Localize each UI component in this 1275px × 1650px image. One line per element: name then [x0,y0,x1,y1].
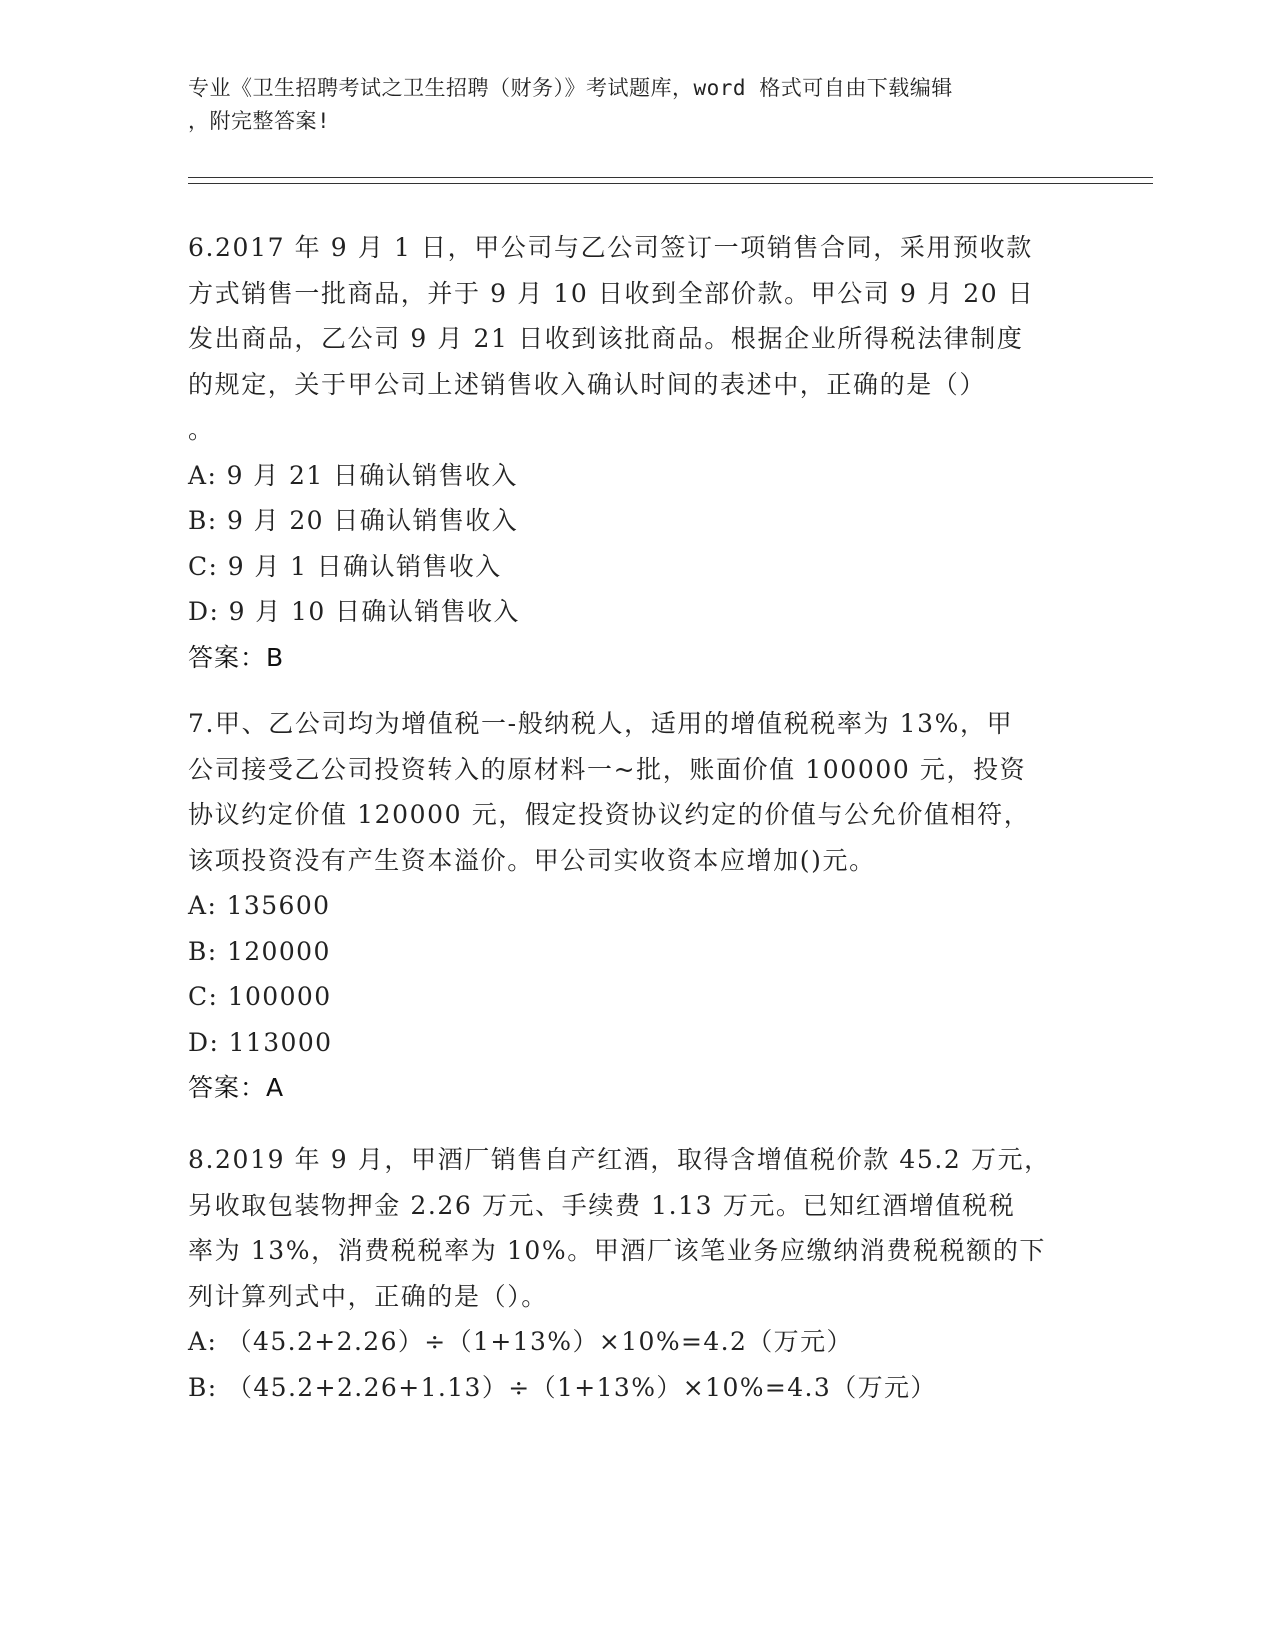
option-a: A: 135600 [188,891,331,920]
document-header [188,72,1068,138]
option-d: D: 9 月 10 日确认销售收入 [188,597,520,626]
question-7 [188,701,1068,1111]
option-d: D: 113000 [188,1027,333,1057]
answer-label: 答案：A [188,1073,285,1102]
option-a: A: 9 月 21 日确认销售收入 [188,460,518,490]
option-b: B: 9 月 20 日确认销售收入 [188,506,519,535]
stem-line: 列计算列式中，正确的是（）。 [188,1281,548,1311]
options-list [188,883,1068,1065]
option-b: B: （45.2+2.26+1.13）÷（1+13%）×10%=4.3（万元） [188,1372,937,1402]
stem-line: 方式销售一批商品，并于 9 月 10 日收到全部价款。甲公司 9 月 20 日 [188,278,1035,308]
option-b: B: 120000 [188,936,331,966]
option-c: C: 100000 [188,982,332,1011]
option-c: C: 9 月 1 日确认销售收入 [188,551,502,581]
header-line-2: ，附完整答案! [188,109,331,133]
stem-line: 发出商品，乙公司 9 月 21 日收到该批商品。根据企业所得税法律制度 [188,324,1024,353]
stem-line: 公司接受乙公司投资转入的原材料一~批，账面价值 100000 元，投资 [188,754,1027,784]
options-list [188,453,1068,635]
header-line-1: 专业《卫生招聘考试之卫生招聘（财务）》考试题库，word 格式可自由下载编辑 [188,76,953,100]
question-6 [188,225,1068,680]
stem-line: 。 [188,415,215,444]
answer-label: 答案：B [188,642,285,672]
stem-line: 该项投资没有产生资本溢价。甲公司实收资本应增加()元。 [188,845,876,875]
question-stem [188,701,1068,883]
stem-line: 协议约定价值 120000 元，假定投资协议约定的价值与公允价值相符， [188,800,1031,829]
stem-line: 8.2019 年 9 月，甲酒厂销售自产红酒，取得含增值税价款 45.2 万元， [188,1145,1051,1174]
option-a: A: （45.2+2.26）÷（1+13%）×10%=4.2（万元） [188,1327,853,1356]
stem-line: 率为 13%，消费税税率为 10%。甲酒厂该笔业务应缴纳消费税税额的下 [188,1236,1047,1265]
stem-line: 的规定，关于甲公司上述销售收入确认时间的表述中，正确的是（） [188,369,987,399]
header-divider-top [188,177,1153,178]
stem-line: 6.2017 年 9 月 1 日，甲公司与乙公司签订一项销售合同，采用预收款 [188,233,1033,262]
options-list [188,1319,1068,1410]
question-stem [188,1137,1068,1319]
question-8 [188,1137,1068,1410]
stem-line: 7.甲、乙公司均为增值税一-般纳税人，适用的增值税税率为 13%，甲 [188,709,1014,738]
question-stem [188,225,1068,453]
stem-line: 另收取包装物押金 2.26 万元、手续费 1.13 万元。已知红酒增值税税 [188,1190,1016,1220]
header-divider-bottom [188,183,1153,184]
